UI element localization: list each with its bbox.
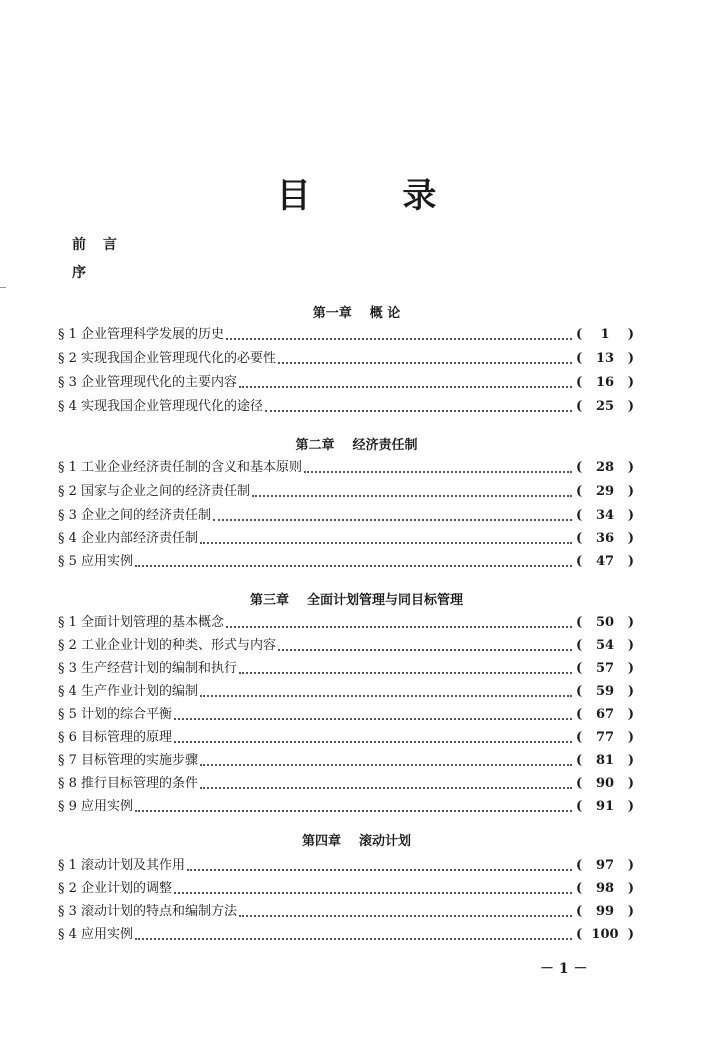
chapter-number: 第一章 bbox=[312, 306, 352, 321]
toc-entry[interactable] bbox=[58, 350, 634, 368]
toc-page-ref: ( 16 ) bbox=[576, 375, 634, 390]
toc-entry[interactable] bbox=[58, 706, 634, 724]
toc-page-number: 54 bbox=[595, 638, 615, 653]
toc-entry-label: § 4 生产作业计划的编制 bbox=[58, 684, 199, 699]
leader-dots bbox=[265, 410, 572, 412]
toc-entry-label: § 3 企业管理现代化的主要内容 bbox=[58, 375, 238, 390]
leader-dots bbox=[239, 672, 572, 674]
toc-entry-label: § 6 目标管理的原理 bbox=[58, 730, 173, 745]
toc-entry[interactable] bbox=[58, 507, 634, 525]
toc-page-ref: ( 29 ) bbox=[576, 484, 634, 499]
chapter-heading-1 bbox=[0, 302, 713, 321]
toc-entry-label: § 8 推行目标管理的条件 bbox=[58, 776, 199, 791]
toc-entry[interactable] bbox=[58, 880, 634, 898]
leader-dots bbox=[304, 471, 572, 473]
page-footer: － 1 － bbox=[540, 961, 588, 977]
toc-entry-label: § 4 企业内部经济责任制 bbox=[58, 531, 199, 546]
chapter-heading-4 bbox=[0, 830, 713, 849]
toc-page-number: 67 bbox=[595, 707, 615, 722]
leader-dots bbox=[200, 695, 572, 697]
toc-page-number: 13 bbox=[595, 351, 615, 366]
toc-entry[interactable] bbox=[58, 459, 634, 477]
toc-entry-label: § 1 工业企业经济责任制的含义和基本原则 bbox=[58, 460, 303, 475]
toc-page-number: 28 bbox=[595, 460, 615, 475]
toc-entry-label: § 9 应用实例 bbox=[58, 799, 134, 814]
toc-entry[interactable] bbox=[58, 637, 634, 655]
toc-entry[interactable] bbox=[58, 857, 634, 875]
toc-entry[interactable] bbox=[58, 752, 634, 770]
toc-page-number: 16 bbox=[595, 375, 615, 390]
toc-entry-label: § 2 工业企业计划的种类、形式与内容 bbox=[58, 638, 277, 653]
toc-page-number: 91 bbox=[595, 799, 615, 814]
leader-dots bbox=[226, 338, 572, 340]
toc-entry[interactable] bbox=[58, 398, 634, 416]
toc-page-ref: ( 97 ) bbox=[576, 858, 634, 873]
toc-entry-label: § 1 滚动计划及其作用 bbox=[58, 858, 186, 873]
leader-dots bbox=[239, 915, 572, 917]
leader-dots bbox=[278, 649, 572, 651]
chapter-name: 概 论 bbox=[369, 306, 401, 321]
toc-page-ref: ( 77 ) bbox=[576, 730, 634, 745]
chapter-number: 第二章 bbox=[295, 438, 335, 453]
chapter-number: 第三章 bbox=[249, 593, 289, 608]
leader-dots bbox=[187, 869, 572, 871]
toc-page-number: 25 bbox=[595, 399, 615, 414]
toc-entry[interactable] bbox=[58, 483, 634, 501]
toc-entry-label: § 1 全面计划管理的基本概念 bbox=[58, 615, 225, 630]
leader-dots bbox=[252, 495, 572, 497]
chapter-number: 第四章 bbox=[301, 834, 341, 849]
leader-dots bbox=[135, 938, 572, 940]
toc-page-number: 36 bbox=[595, 531, 615, 546]
toc-page-ref: ( 67 ) bbox=[576, 707, 634, 722]
toc-page-ref: ( 90 ) bbox=[576, 776, 634, 791]
toc-entry-label: § 1 企业管理科学发展的历史 bbox=[58, 327, 225, 342]
toc-page-ref: ( 13 ) bbox=[576, 351, 634, 366]
toc-entry-label: § 2 实现我国企业管理现代化的必要性 bbox=[58, 351, 277, 366]
toc-entry[interactable] bbox=[58, 683, 634, 701]
toc-entry[interactable] bbox=[58, 614, 634, 632]
toc-page-ref: ( 54 ) bbox=[576, 638, 634, 653]
toc-entry[interactable] bbox=[58, 326, 634, 344]
toc-page-ref: ( 59 ) bbox=[576, 684, 634, 699]
toc-entry-label: § 3 滚动计划的特点和编制方法 bbox=[58, 904, 238, 919]
toc-page-ref: ( 36 ) bbox=[576, 531, 634, 546]
leader-dots bbox=[213, 519, 572, 521]
toc-page-number: 29 bbox=[595, 484, 615, 499]
toc-entry[interactable] bbox=[58, 798, 634, 816]
toc-page-ref: ( 100 ) bbox=[576, 927, 634, 942]
toc-entry-label: § 4 实现我国企业管理现代化的途径 bbox=[58, 399, 264, 414]
toc-page-number: 47 bbox=[595, 554, 615, 569]
leader-dots bbox=[200, 787, 572, 789]
margin-mark bbox=[0, 287, 6, 288]
toc-page-number: 77 bbox=[595, 730, 615, 745]
chapter-heading-3 bbox=[0, 589, 713, 608]
toc-page-number: 1 bbox=[600, 327, 610, 342]
toc-entry[interactable] bbox=[58, 660, 634, 678]
toc-entry-label: § 2 企业计划的调整 bbox=[58, 881, 173, 896]
leader-dots bbox=[278, 362, 572, 364]
toc-entry-label: § 5 应用实例 bbox=[58, 554, 134, 569]
toc-page-ref: ( 34 ) bbox=[576, 508, 634, 523]
toc-entry-label: § 4 应用实例 bbox=[58, 927, 134, 942]
toc-page-number: 98 bbox=[595, 881, 615, 896]
toc-page-number: 50 bbox=[595, 615, 615, 630]
leader-dots bbox=[239, 386, 572, 388]
toc-page-number: 57 bbox=[595, 661, 615, 676]
toc-entry[interactable] bbox=[58, 729, 634, 747]
chapter-name: 滚动计划 bbox=[359, 834, 412, 849]
toc-entry-label: § 5 计划的综合平衡 bbox=[58, 707, 173, 722]
chapter-name: 全面计划管理与同目标管理 bbox=[307, 593, 464, 608]
toc-page-ref: ( 91 ) bbox=[576, 799, 634, 814]
toc-entry-label: § 3 生产经营计划的编制和执行 bbox=[58, 661, 238, 676]
toc-page-ref: ( 98 ) bbox=[576, 881, 634, 896]
toc-entry[interactable] bbox=[58, 926, 634, 944]
toc-page-number: 97 bbox=[595, 858, 615, 873]
toc-page-ref: ( 99 ) bbox=[576, 904, 634, 919]
toc-page-number: 99 bbox=[595, 904, 615, 919]
leader-dots bbox=[135, 565, 572, 567]
toc-page-number: 100 bbox=[591, 927, 619, 942]
chapter-heading-2 bbox=[0, 434, 713, 453]
leader-dots bbox=[200, 542, 572, 544]
toc-page-ref: ( 1 ) bbox=[576, 327, 634, 342]
toc-page-number: 34 bbox=[595, 508, 615, 523]
leader-dots bbox=[200, 764, 572, 766]
leader-dots bbox=[135, 810, 572, 812]
leader-dots bbox=[174, 718, 572, 720]
toc-page-ref: ( 57 ) bbox=[576, 661, 634, 676]
toc-entry[interactable] bbox=[58, 903, 634, 921]
toc-entry[interactable] bbox=[58, 530, 634, 548]
chapter-name: 经济责任制 bbox=[352, 438, 418, 453]
front-matter-foreword: 序 bbox=[72, 265, 92, 281]
toc-page-number: 90 bbox=[595, 776, 615, 791]
toc-entry-label: § 7 目标管理的实施步骤 bbox=[58, 753, 199, 768]
toc-page-ref: ( 47 ) bbox=[576, 554, 634, 569]
toc-entry[interactable] bbox=[58, 553, 634, 571]
toc-page-number: 81 bbox=[595, 753, 615, 768]
leader-dots bbox=[226, 626, 572, 628]
leader-dots bbox=[174, 741, 572, 743]
toc-entry-label: § 2 国家与企业之间的经济责任制 bbox=[58, 484, 251, 499]
front-matter-preface: 前 言 bbox=[72, 237, 123, 253]
toc-page-number: 59 bbox=[595, 684, 615, 699]
toc-entry-label: § 3 企业之间的经济责任制 bbox=[58, 508, 212, 523]
toc-entry[interactable] bbox=[58, 775, 634, 793]
toc-page-ref: ( 28 ) bbox=[576, 460, 634, 475]
toc-page-ref: ( 50 ) bbox=[576, 615, 634, 630]
page-title: 目 录 bbox=[276, 176, 477, 216]
toc-page-ref: ( 25 ) bbox=[576, 399, 634, 414]
leader-dots bbox=[174, 892, 572, 894]
toc-page-ref: ( 81 ) bbox=[576, 753, 634, 768]
toc-entry[interactable] bbox=[58, 374, 634, 392]
